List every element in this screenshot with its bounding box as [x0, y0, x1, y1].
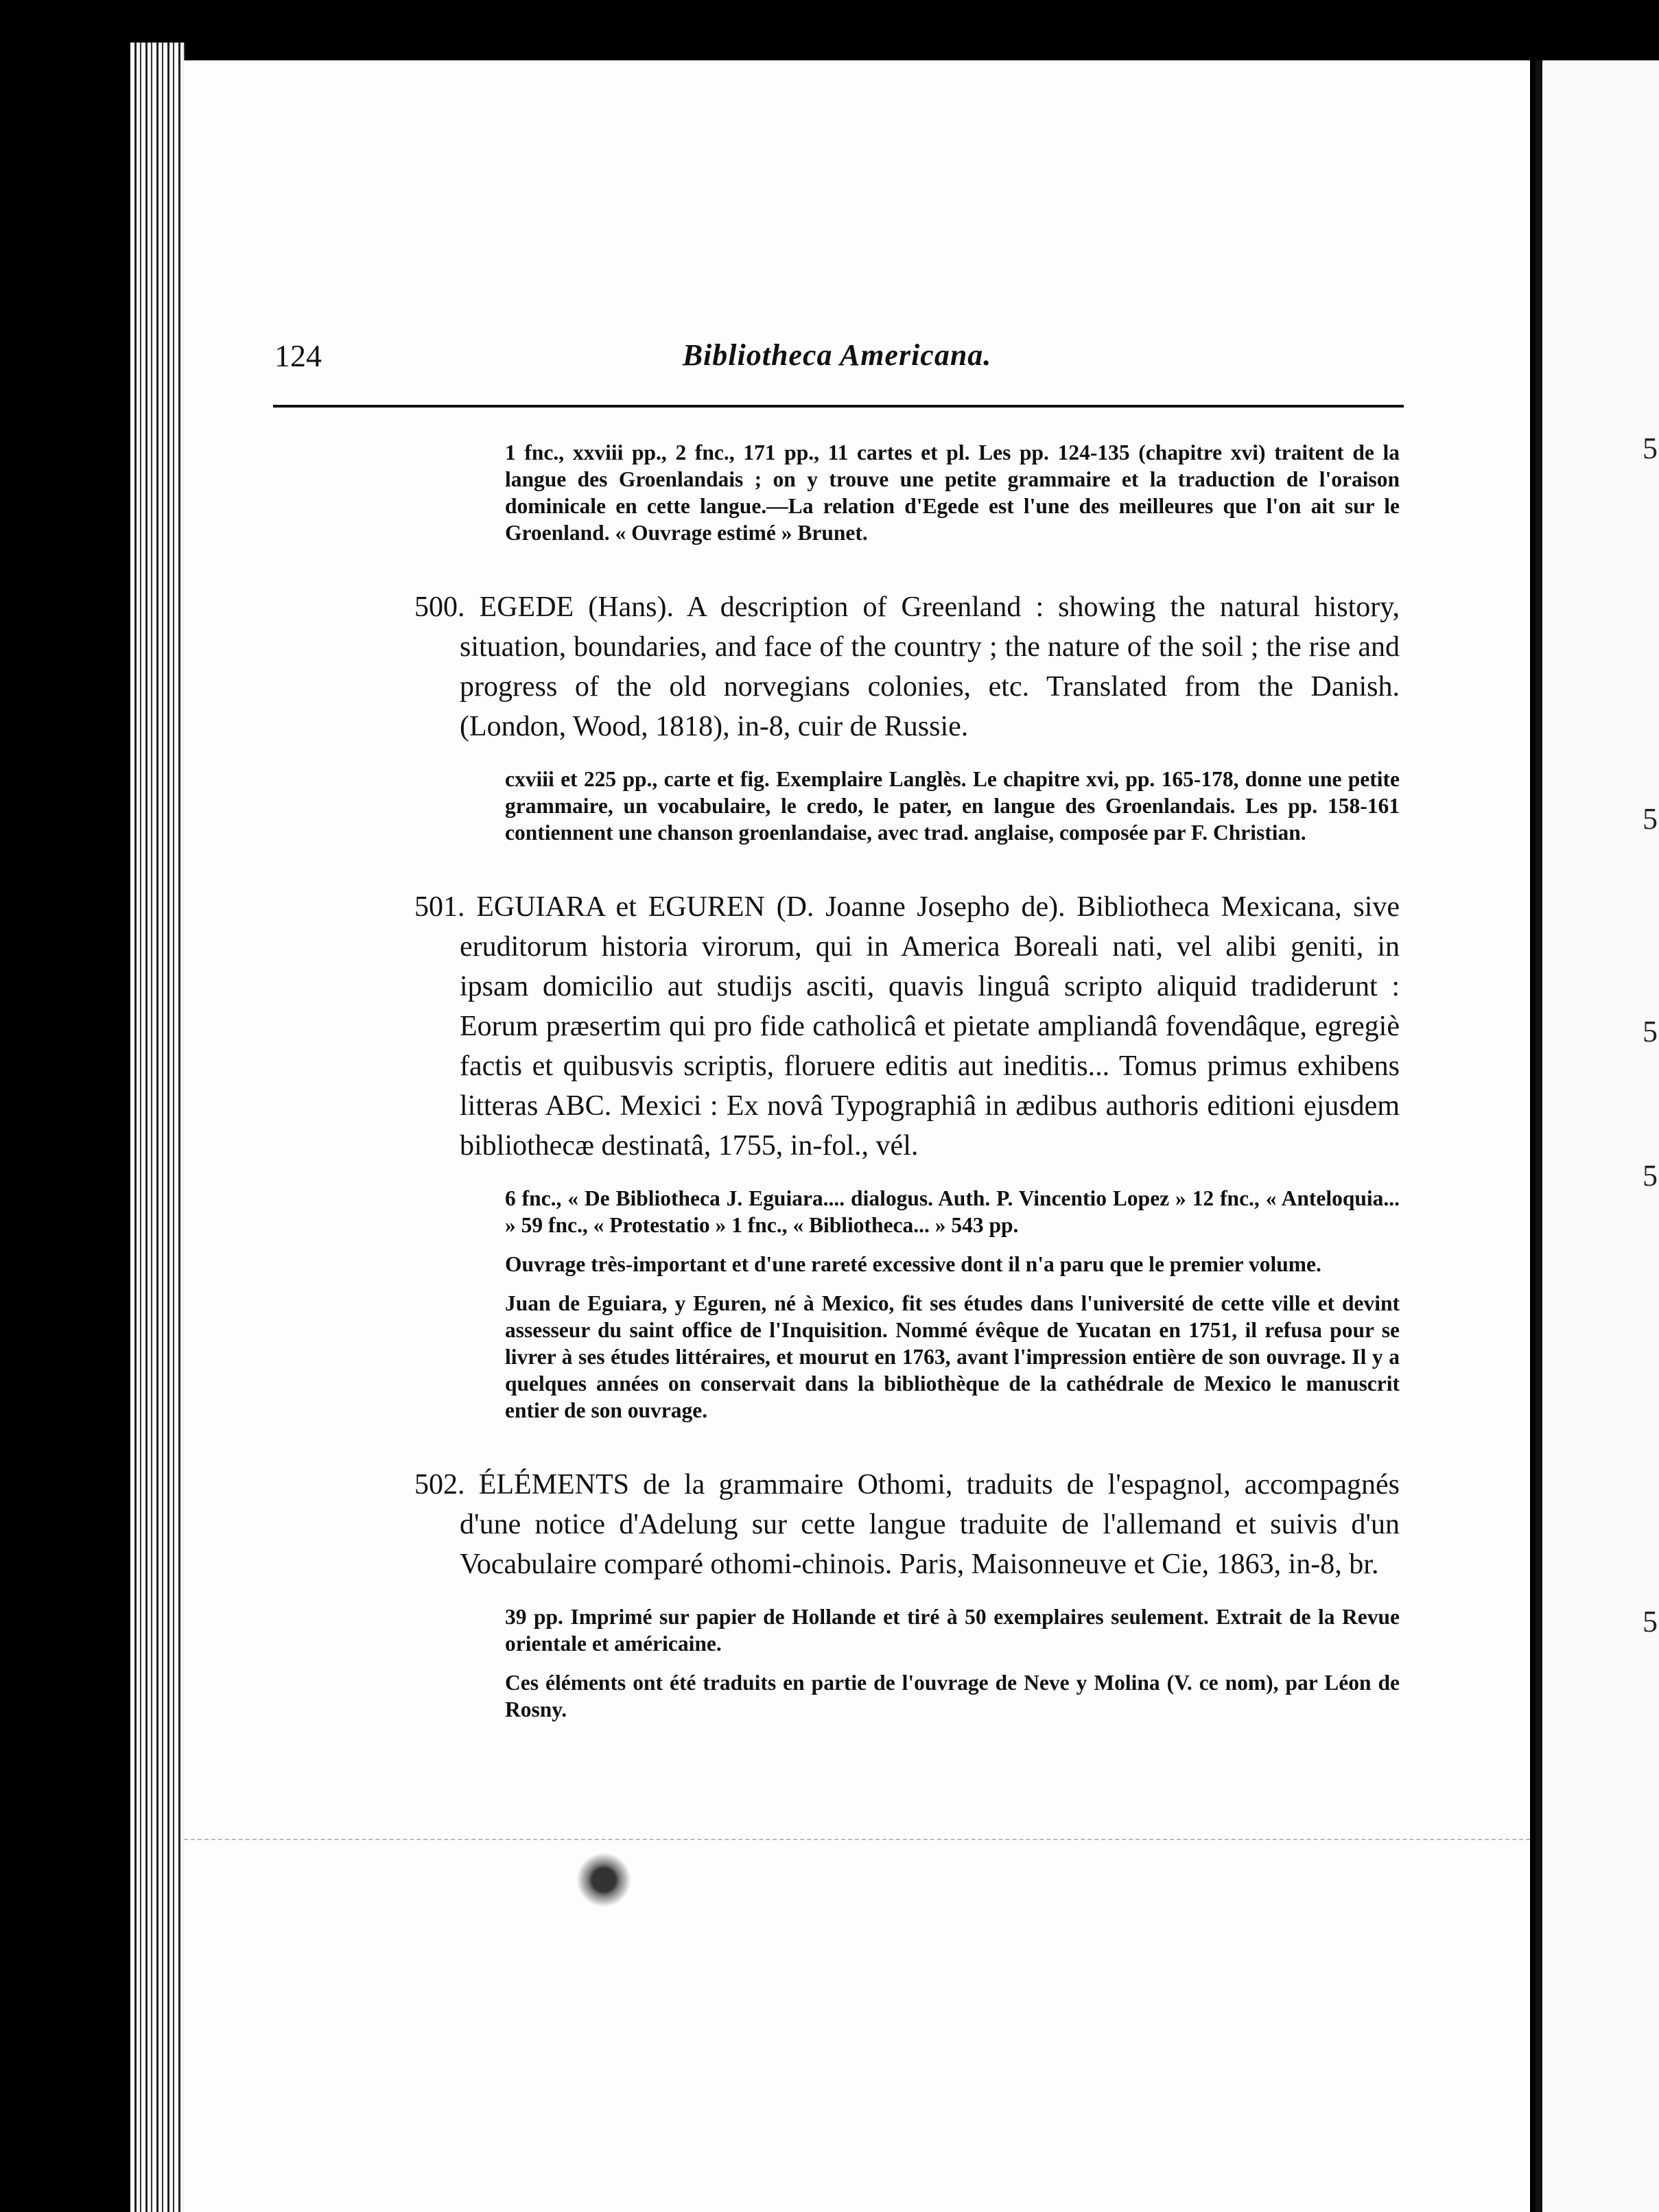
ink-stain — [576, 1852, 631, 1907]
page-content — [414, 425, 1400, 1723]
margin-mark: 5 — [1643, 1015, 1658, 1048]
fold-line — [184, 1839, 1530, 1840]
margin-mark: 5 — [1643, 1605, 1658, 1638]
entry-note: 39 pp. Imprimé sur papier de Hollande et tiré à 50 exemplaires seulement. Extrait de la Revue orientale et américaine. — [505, 1605, 1400, 1656]
entry-text: EGUIARA et EGUREN (D. Joanne Josepho de). Bibliotheca Mexicana, sive eruditorum historia virorum, qui in America Boreali nati, vel alibi geniti, in ipsam domicilio aut studijs asciti, quavis linguâ scripto aliquid tradiderunt : Eorum præsertim qui pro fide catholicâ et pietate ampliandâ fovendâque, egregiè factis et quibusvis scriptis, floruere editis aut ineditis... Tomus primus exhibens litteras ABC. Mexici : Ex novâ Typographiâ in ædibus authoris editioni ejusdem bibliothecæ destinatâ, 1755, in-fol., vél. — [460, 891, 1400, 1162]
entry-number: 502. — [414, 1469, 465, 1501]
page-edge-stack — [130, 43, 185, 2212]
entry-note: Ces éléments ont été traduits en partie de l'ouvrage de Neve y Molina (V. ce nom), par Léon de Rosny. — [505, 1671, 1400, 1721]
margin-mark: 5 — [1643, 802, 1658, 836]
entry-note: 6 fnc., « De Bibliotheca J. Eguiara.... dialogus. Auth. P. Vincentio Lopez » 12 fnc., « Anteloquia... » 59 fnc., « Protestatio » 1 fnc., « Bibliotheca... » 543 pp. — [505, 1186, 1400, 1237]
header-rule — [273, 405, 1404, 408]
margin-mark: 5 — [1643, 432, 1658, 465]
entry-heading — [414, 1465, 1400, 1584]
entry-heading — [414, 887, 1400, 1166]
entry-501 — [414, 887, 1400, 1424]
entry-heading — [414, 587, 1400, 746]
entry-502 — [414, 1465, 1400, 1723]
continuation-note: 1 fnc., xxviii pp., 2 fnc., 171 pp., 11 cartes et pl. Les pp. 124-135 (chapitre xvi) traitent de la langue des Groenlandais ; on y trouve une petite grammaire et la traduction de l'oraison dominicale en cette langue.—La relation d'Egede est l'une des meilleures que l'on ait sur le Groenland. « Ouvrage estimé » Brunet. — [505, 440, 1400, 545]
margin-mark: 5 — [1643, 1159, 1658, 1192]
entry-500 — [414, 587, 1400, 846]
page-number: 124 — [274, 338, 322, 373]
entry-text: EGEDE (Hans). A description of Greenland : showing the natural history, situation, boundaries, and face of the country ; the nature of the soil ; the rise and progress of the old norvegians colonies, etc. Translated from the Danish. (London, Wood, 1818), in-8, cuir de Russie. — [460, 591, 1400, 742]
entry-number: 500. — [414, 591, 465, 623]
entry-note: Ouvrage très-important et d'une rareté excessive dont il n'a paru que le premier volume. — [505, 1252, 1321, 1276]
entry-text: ÉLÉMENTS de la grammaire Othomi, traduits de l'espagnol, accompagnés d'une notice d'Adelung sur cette langue traduite de l'allemand et suivis d'un Vocabulaire comparé othomi-chinois. Paris, Maisonneuve et Cie, 1863, in-8, br. — [460, 1469, 1400, 1580]
entry-note: Juan de Eguiara, y Eguren, né à Mexico, fit ses études dans l'université de cette ville et devint assesseur du saint office de l'Inquisition. Nommé évêque de Yucatan en 1751, il refusa pour se livrer à ses études littéraires, et mourut en 1763, avant l'impression entière de son ouvrage. Il y a quelques années on conservait dans la bibliothèque de la cathédrale de Mexico le manuscrit entier de son ouvrage. — [505, 1291, 1400, 1422]
entry-note: cxviii et 225 pp., carte et fig. Exemplaire Langlès. Le chapitre xvi, pp. 165-178, donne une petite grammaire, un vocabulaire, le credo, le pater, en langue des Groenlandais. Les pp. 158-161 contiennent une chanson groenlandaise, avec trad. anglaise, composée par F. Christian. — [505, 767, 1400, 845]
facing-page-edge — [1536, 60, 1659, 2212]
entry-number: 501. — [414, 891, 465, 923]
running-title: Bibliotheca Americana. — [682, 338, 992, 372]
page-header — [274, 338, 1400, 379]
